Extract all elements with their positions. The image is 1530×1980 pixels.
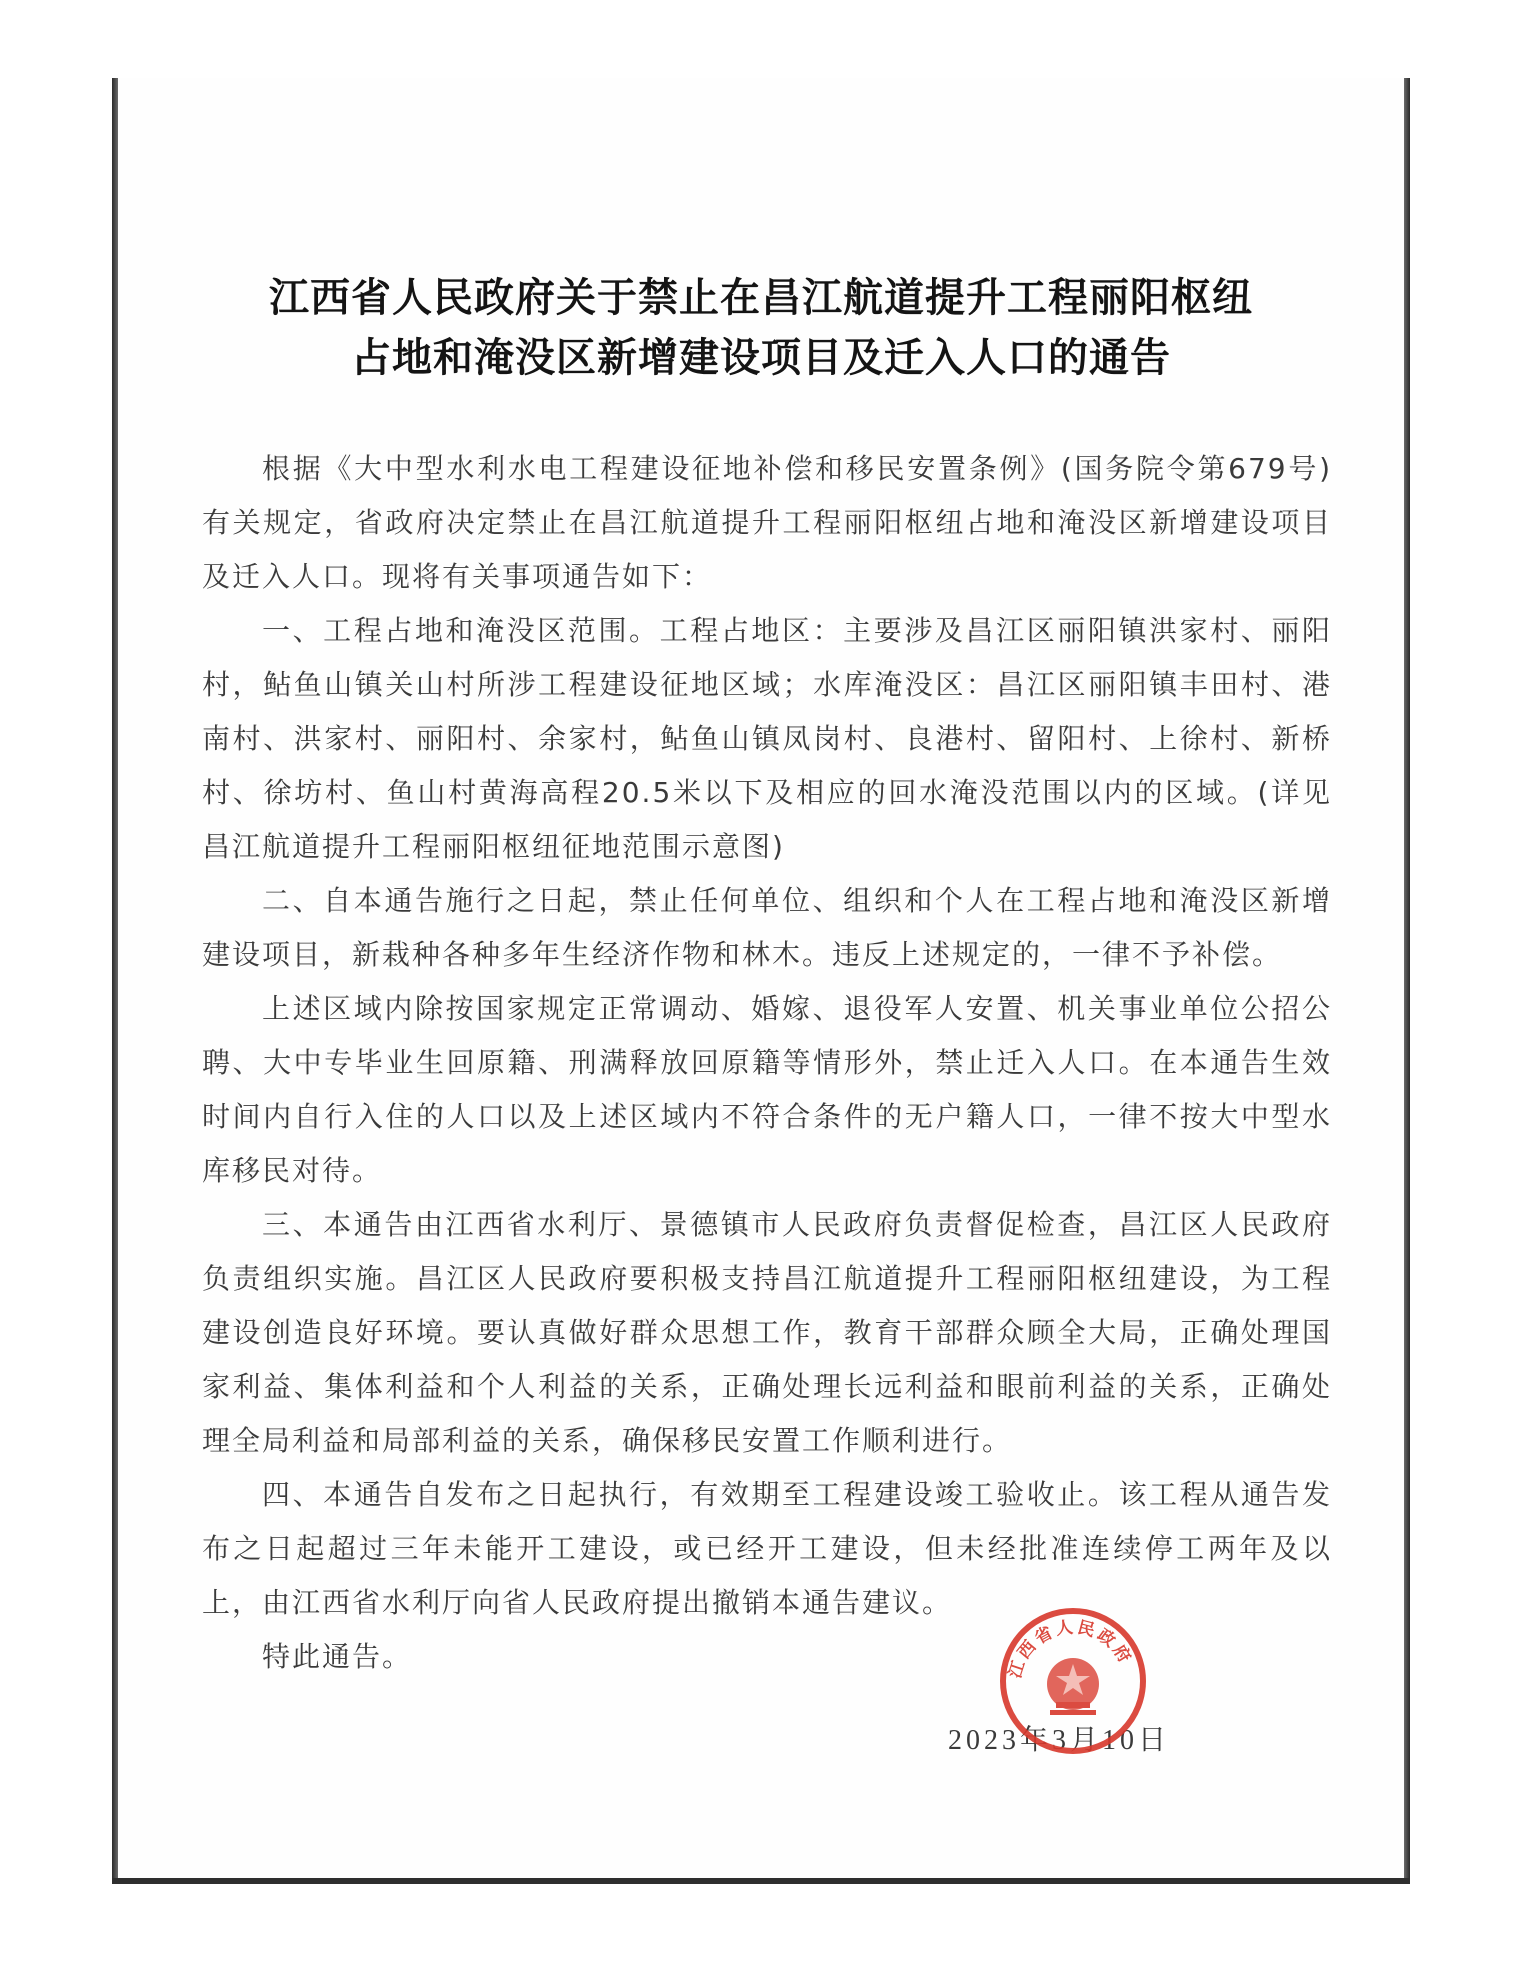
document-page [118,78,1404,1878]
title-line-1: 江西省人民政府关于禁止在昌江航道提升工程丽阳枢纽 [269,274,1253,321]
closing-line: 特此通告。 [262,1640,413,1673]
issue-date: 2023年3月10日 [948,1725,1171,1756]
official-seal-icon [998,1606,1148,1756]
paragraph-scope: 一、工程占地和淹没区范围。工程占地区：主要涉及昌江区丽阳镇洪家村、丽阳村，鲇鱼山镇关山村所涉工程建设征地区域；水库淹没区：昌江区丽阳镇丰田村、港南村、洪家村、丽阳村、余家村，鲇鱼山镇凤岗村、良港村、留阳村、上徐村、新桥村、徐坊村、鱼山村黄海高程20.5米以下及相应的回水淹没范围以内的区域。(详见昌江航道提升工程丽阳枢纽征地范围示意图) [202,614,1332,863]
paragraph-intro: 根据《大中型水利水电工程建设征地补偿和移民安置条例》(国务院令第679号)有关规定，省政府决定禁止在昌江航道提升工程丽阳枢纽占地和淹没区新增建设项目及迁入人口。现将有关事项通告如下： [202,452,1332,593]
document-title [118,268,1404,388]
paragraph-validity: 四、本通告自发布之日起执行，有效期至工程建设竣工验收止。该工程从通告发布之日起超过三年未能开工建设，或已经开工建设，但未经批准连续停工两年及以上，由江西省水利厅向省人民政府提出撤销本通告建议。 [202,1478,1332,1619]
page-edge-right [1404,78,1410,1883]
seal-text: 江西省人民政府 [1005,1617,1136,1681]
page-edge-bottom [112,1878,1410,1884]
title-line-2: 占地和淹没区新增建设项目及迁入人口的通告 [351,334,1171,381]
paragraph-prohibition: 二、自本通告施行之日起，禁止任何单位、组织和个人在工程占地和淹没区新增建设项目，新栽种各种多年生经济作物和林木。违反上述规定的，一律不予补偿。 [202,884,1332,971]
paragraph-population: 上述区域内除按国家规定正常调动、婚嫁、退役军人安置、机关事业单位公招公聘、大中专毕业生回原籍、刑满释放回原籍等情形外，禁止迁入人口。在本通告生效时间内自行入住的人口以及上述区域内不符合条件的无户籍人口，一律不按大中型水库移民对待。 [202,992,1332,1187]
paragraph-responsibility: 三、本通告由江西省水利厅、景德镇市人民政府负责督促检查，昌江区人民政府负责组织实施。昌江区人民政府要积极支持昌江航道提升工程丽阳枢纽建设，为工程建设创造良好环境。要认真做好群众思想工作，教育干部群众顾全大局，正确处理国家利益、集体利益和个人利益的关系，正确处理长远利益和眼前利益的关系，正确处理全局利益和局部利益的关系，确保移民安置工作顺利进行。 [202,1208,1332,1457]
document-body [202,442,1332,1684]
